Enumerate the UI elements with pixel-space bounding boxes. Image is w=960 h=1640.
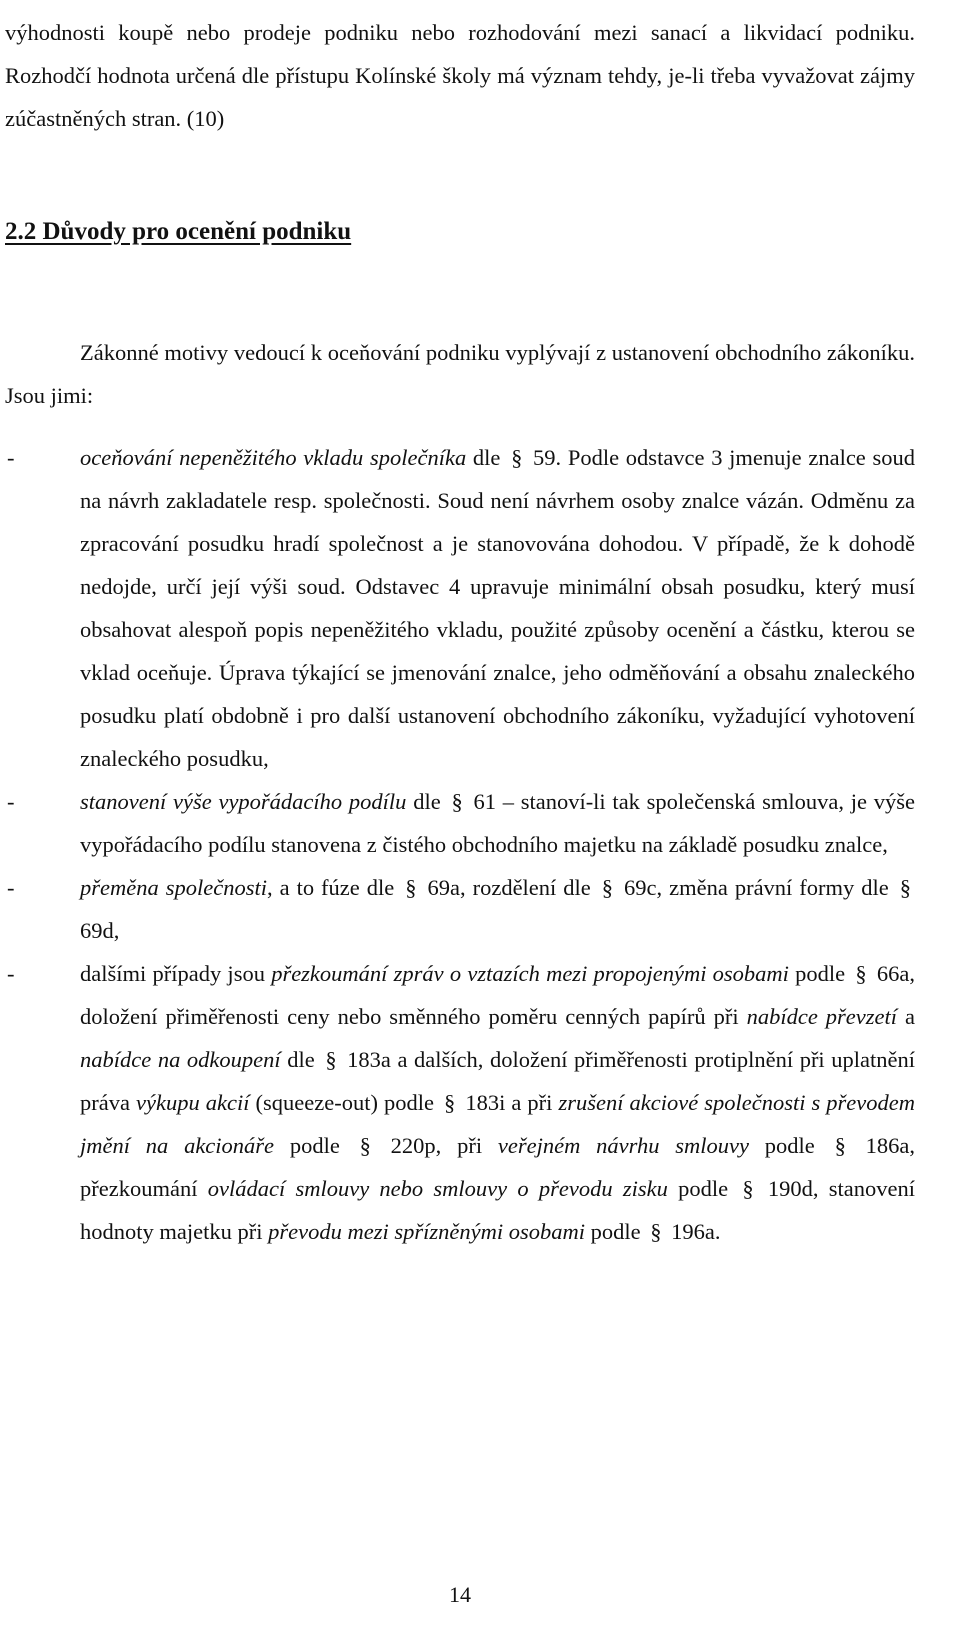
reasons-list [5,436,915,1253]
item-text: a [897,1004,915,1029]
section-sign: § [834,1133,846,1158]
list-item [5,436,915,780]
item-term: převodu mezi spřízněnými osobami [268,1219,585,1244]
item-term: oceňování nepeněžitého vkladu společníka [80,445,467,470]
item-text: 196a. [665,1219,721,1244]
list-dash: - [7,875,15,900]
section-sign: § [650,1219,662,1244]
item-text: 66a, doložení přiměřenosti ceny nebo směnného poměru cenných papírů při [80,961,915,1029]
item-text: podle [748,1133,831,1158]
item-text: dle [406,789,448,814]
item-text: 69a, rozdělení dle [420,875,598,900]
section-sign: § [511,445,523,470]
list-item [5,780,915,866]
list-dash: - [7,445,15,470]
section-intro-paragraph: Zákonné motivy vedoucí k oceňování podniku vyplývají z ustanovení obchodního zákoníku. Jsou jimi: [5,339,915,408]
item-text: 186a, přezkoumání [80,1133,915,1201]
item-text: 183a a dalších, doložení přiměřenosti protiplnění při uplatnění práva [80,1047,916,1115]
item-text: podle [584,1219,647,1244]
item-text: 69c, změna právní formy dle [617,875,896,900]
section-sign: § [899,875,912,900]
item-text: podle [788,961,852,986]
section-sign: § [405,875,417,900]
item-term: stanovení výše vypořádacího podílu [80,789,407,814]
item-text: 69d, [80,918,120,943]
section-sign: § [742,1176,754,1201]
section-sign: § [444,1090,456,1115]
item-term: výkupu akcií [136,1090,250,1115]
item-text: , a to fúze dle [266,875,402,900]
item-term: nabídce na odkoupení [80,1047,281,1072]
item-text: 190d, stanovení hodnoty majetku při [80,1176,916,1244]
item-text: 59. Podle odstavce 3 jmenuje znalce soud na návrh zakladatele resp. společnosti. Soud není návrhem osoby znalce vázán. Odměnu za zpracování posudku hradí společnost a je stanovována dohodou. V případě, že k dohodě nedojde, určí její výši soud. Odstavec 4 upravuje minimální obsah posudku, který musí obsahovat alespoň popis nepeněžitého vkladu, použité způsoby ocenění a částku, kterou se vklad oceňuje. Úprava týkající se jmenování znalce, jeho odměňování a obsahu znaleckého posudku platí obdobně i pro další ustanovení obchodního zákoníku, vyžadující vyhotovení znaleckého posudku, [80,445,915,771]
page-number: 14 [449,1582,471,1607]
item-text: dle [280,1047,322,1072]
section-sign: § [601,875,614,900]
section-sign: § [359,1133,371,1158]
list-item [5,952,915,1253]
item-text: 220p, při [374,1133,498,1158]
item-term: nabídce převzetí [746,1004,898,1029]
section-heading: 2.2 Důvody pro ocenění podniku [5,218,352,245]
section-sign: § [325,1047,337,1072]
list-dash: - [7,961,15,986]
item-text: 183i a při [459,1090,559,1115]
item-term: přezkoumání zpráv o vztazích mezi propojenými osobami [271,961,789,986]
item-text: dle [466,445,508,470]
item-text: podle [667,1176,739,1201]
section-sign: § [855,961,867,986]
item-text: (squeeze-out) podle [249,1090,441,1115]
item-text: podle [274,1133,356,1158]
item-text: 61 – stanoví-li tak společenská smlouva, je výše vypořádacího podílu stanovena z čistého obchodního majetku na základě posudku znalce, [80,789,915,857]
section-sign: § [451,789,463,814]
item-term: zrušení akciové společnosti s převodem jmění na akcionáře [80,1090,916,1158]
item-term: veřejném návrhu smlouvy [497,1133,749,1158]
list-dash: - [7,789,15,814]
list-item [5,866,915,952]
item-text: dalšími případy jsou [80,961,272,986]
item-term: ovládací smlouvy nebo smlouvy o převodu zisku [207,1176,668,1201]
intro-paragraph: výhodnosti koupě nebo prodeje podniku nebo rozhodování mezi sanací a likvidací podniku. Rozhodčí hodnota určená dle přístupu Kolínské školy má význam tehdy, je-li třeba vyvažovat zájmy zúčastněných stran. (10) [5,19,915,131]
item-term: přeměna společnosti [80,875,267,900]
